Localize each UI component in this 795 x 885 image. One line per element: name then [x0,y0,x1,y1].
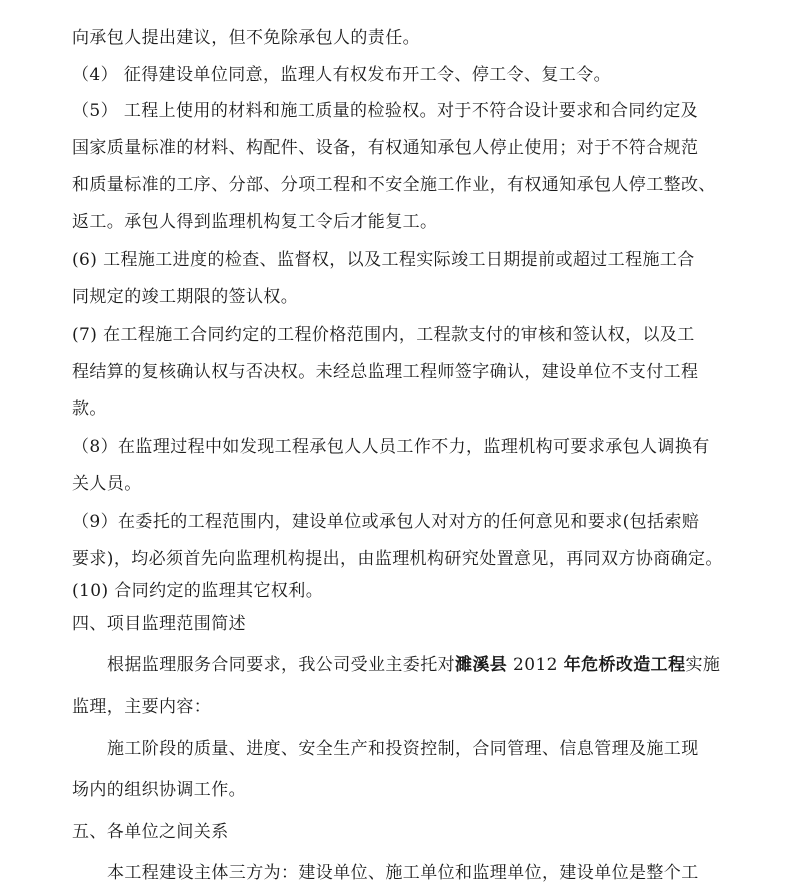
relations-paragraph-line: 本工程建设主体三方为：建设单位、施工单位和监理单位，建设单位是整个工 [107,863,699,883]
section-heading-scope: 四、项目监理范围简述 [72,614,246,634]
project-name: 年危桥改造工程 [563,655,686,675]
text-line: 要求)，均必须首先向监理机构提出，由监理机构研究处置意见，再同双方协商确定。 [72,549,723,569]
text-line: 款。 [72,399,107,419]
clause-7: (7) 在工程施工合同约定的工程价格范围内，工程款支付的审核和签认权，以及工 [72,325,695,345]
section-heading-relations: 五、各单位之间关系 [72,822,229,842]
text-line: 程结算的复核确认权与否决权。未经总监理工程师签字确认，建设单位不支付工程 [72,362,699,382]
scope-paragraph-line [107,653,720,677]
text-line: 同规定的竣工期限的签认权。 [72,287,299,307]
clause-4: （4） 征得建设单位同意，监理人有权发布开工令、停工令、复工令。 [72,65,612,85]
text-line: 返工。承包人得到监理机构复工令后才能复工。 [72,212,438,232]
clause-9: （9）在委托的工程范围内，建设单位或承包人对对方的任何意见和要求(包括索赔 [72,512,700,532]
text-line: 国家质量标准的材料、构配件、设备，有权通知承包人停止使用；对于不符合规范 [72,138,699,158]
clause-10: (10) 合同约定的监理其它权利。 [72,581,324,601]
clause-5: （5） 工程上使用的材料和施工质量的检验权。对于不符合设计要求和合同约定及 [72,101,699,121]
text-line: 场内的组织协调工作。 [72,780,246,800]
content-paragraph-line: 施工阶段的质量、进度、安全生产和投资控制，合同管理、信息管理及施工现 [107,739,699,759]
text-line: 向承包人提出建议，但不免除承包人的责任。 [72,28,420,48]
text-line: 关人员。 [72,474,142,494]
scope-suffix: 实施 [685,655,721,675]
clause-8: （8）在监理过程中如发现工程承包人人员工作不力，监理机构可要求承包人调换有 [72,437,710,457]
scope-prefix: 根据监理服务合同要求，我公司受业主委托对 [107,655,455,675]
text-line: 和质量标准的工序、分部、分项工程和不安全施工作业，有权通知承包人停工整改、 [72,175,716,195]
text-line: 监理，主要内容： [72,697,212,717]
clause-6: (6) 工程施工进度的检查、监督权，以及工程实际竣工日期提前或超过工程施工合 [72,250,695,270]
project-year: 2012 [507,655,564,675]
county-name: 濉溪县 [455,655,508,675]
